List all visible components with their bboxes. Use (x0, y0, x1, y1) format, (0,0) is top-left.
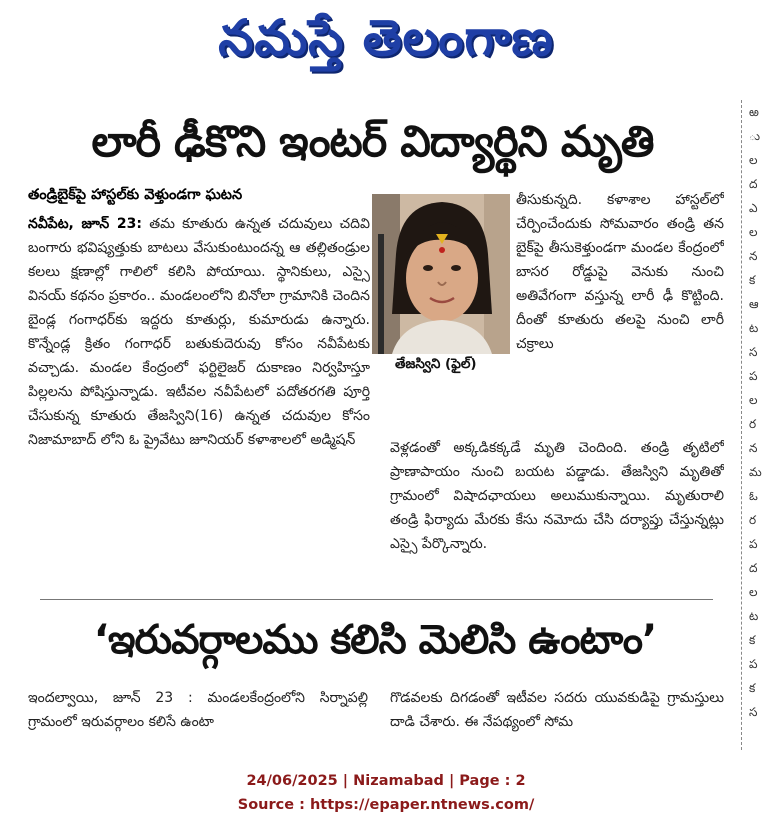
adjacent-column-strip (749, 100, 772, 750)
edition-info: 24/06/2025 | Nizamabad | Page : 2 (246, 773, 526, 789)
source-url[interactable]: Source : https://epaper.ntnews.com/ (237, 797, 535, 813)
strip-char: ల (749, 225, 758, 239)
article-subheading: తండ్రిబైక్‌పై హాస్టల్‌కు వెళ్తుండగా ఘటన (28, 187, 243, 203)
strip-char: ర (749, 417, 757, 431)
strip-char: మ (749, 465, 762, 479)
strip-char: క (749, 273, 756, 287)
strip-char: ల (749, 153, 758, 167)
strip-char: స (749, 705, 758, 719)
body-text: గొడవలకు దిగడంతో ఇటీవల సదరు యువకుడిపై గ్రామస్తులు దాడి చేశారు. ఈ నేపథ్యంలో సోమ (390, 690, 724, 730)
column-divider (741, 100, 742, 750)
article-headline: లారీ ఢీకొని ఇంటర్ విద్యార్థిని మృతి (91, 117, 654, 167)
strip-char: ద (749, 177, 758, 191)
strip-char: న (749, 441, 758, 455)
body-text: వెళ్లడంతో అక్కడికక్కడే మృతి చెందింది. తండ్రి తృటిలో ప్రాణాపాయం నుంచి బయట పడ్డాడు. తేజస్విని మృతితో గ్రామంలో విషాదఛాయలు అలుముకున్నాయి. మృతురాలి తండ్రి ఫిర్యాదు మేరకు కేసు నమోదు చేసి దర్యాప్తు చేస్తున్నట్లు ఎస్సై పేర్కొన్నారు. (390, 440, 724, 552)
strip-char: స (749, 345, 758, 359)
strip-char: ప (749, 657, 758, 671)
strip-char: ఓ (749, 489, 758, 503)
body-text: తీసుకున్నది. కళాశాల హాస్టల్‌లో చేర్పించేందుకు సోమవారం తండ్రి తన బైక్‌పై తీసుకెళ్తుండగా మండల కేంద్రంలో బాసర రోడ్డుపై వెనుకు నుంచి అతివేగంగా వస్తున్న లారీ ఢీ కొట్టింది. దీంతో కూతురు తలపై నుంచి లారీ చక్రాలు (516, 192, 724, 352)
strip-char: న (749, 249, 758, 263)
strip-char: ట (749, 321, 759, 335)
body-text: తమ కూతురు ఉన్నత చదువులు చదివి బంగారు భవిష్యత్తుకు బాటలు వేసుకుంటుందన్న ఆ తల్లితండ్రుల కలలు క్షణాల్లో గాలిలో కలిసి పోయాయి. స్థానికులు, ఎస్సై వినయ్ కథనం ప్రకారం.. మండలంలోని బినోలా గ్రామానికి చెందిన బైండ్ల గంగాధర్‌కు ఇద్దరు కూతుర్లు, కుమారుడు ఉన్నారు. కొన్నేండ్ల క్రితం గంగాధర్ బతుకుదెరువు కోసం నవీపేటకు వచ్చాడు. మండల కేంద్రంలో ఫర్టిలైజర్ దుకాణం నిర్వహిస్తూ పిల్లలను పోషిస్తున్నాడు. ఇటీవల నవీపేటలో పదోతరగతి పూర్తి చేసుకున్న కూతురు తేజస్విని(16) ఉన్నత చదువుల కోసం నిజామాబాద్ లోని ఓ ప్రైవేటు జూనియర్ కళాశాలలో అడ్మిషన్ (28, 216, 370, 448)
strip-char: క (749, 633, 756, 647)
article-body-column-3 (390, 436, 724, 584)
page-footer (0, 769, 772, 817)
second-article-headline: ‘ఇరువర్గాలము కలిసి మెలిసి ఉంటాం’ (93, 617, 657, 663)
body-text: ఇందల్వాయి, జూన్ 23 : మండలకేంద్రంలోని సిర్నాపల్లి గ్రామంలో ఇరువర్గాలం కలిసే ఉంటా (28, 690, 368, 730)
strip-char: ర (749, 513, 757, 527)
strip-char: ు (749, 129, 761, 143)
strip-char: ట (749, 609, 759, 623)
strip-char: ఱ (749, 105, 759, 119)
masthead (0, 0, 772, 88)
strip-char: ద (749, 561, 758, 575)
strip-char: ల (749, 393, 758, 407)
photo-caption: తేజస్విని (ఫైల్) (395, 356, 477, 372)
strip-char: ల (749, 585, 758, 599)
student-photo (372, 194, 510, 354)
strip-char: ప (749, 537, 758, 551)
article-body-column-2 (516, 188, 724, 440)
article-body-column-1 (28, 212, 370, 584)
dateline: నవీపేట, జూన్ 23: (28, 216, 142, 232)
newspaper-logo: నమస్తే తెలంగాణ (218, 8, 554, 67)
second-article-column-2 (390, 686, 724, 754)
portrait-image (372, 194, 510, 354)
strip-char: ఆ (749, 297, 759, 311)
strip-char: క (749, 681, 756, 695)
second-article-column-1 (28, 686, 368, 754)
section-divider (40, 599, 713, 600)
strip-char: ఎ (749, 201, 758, 215)
strip-char: ప (749, 369, 758, 383)
